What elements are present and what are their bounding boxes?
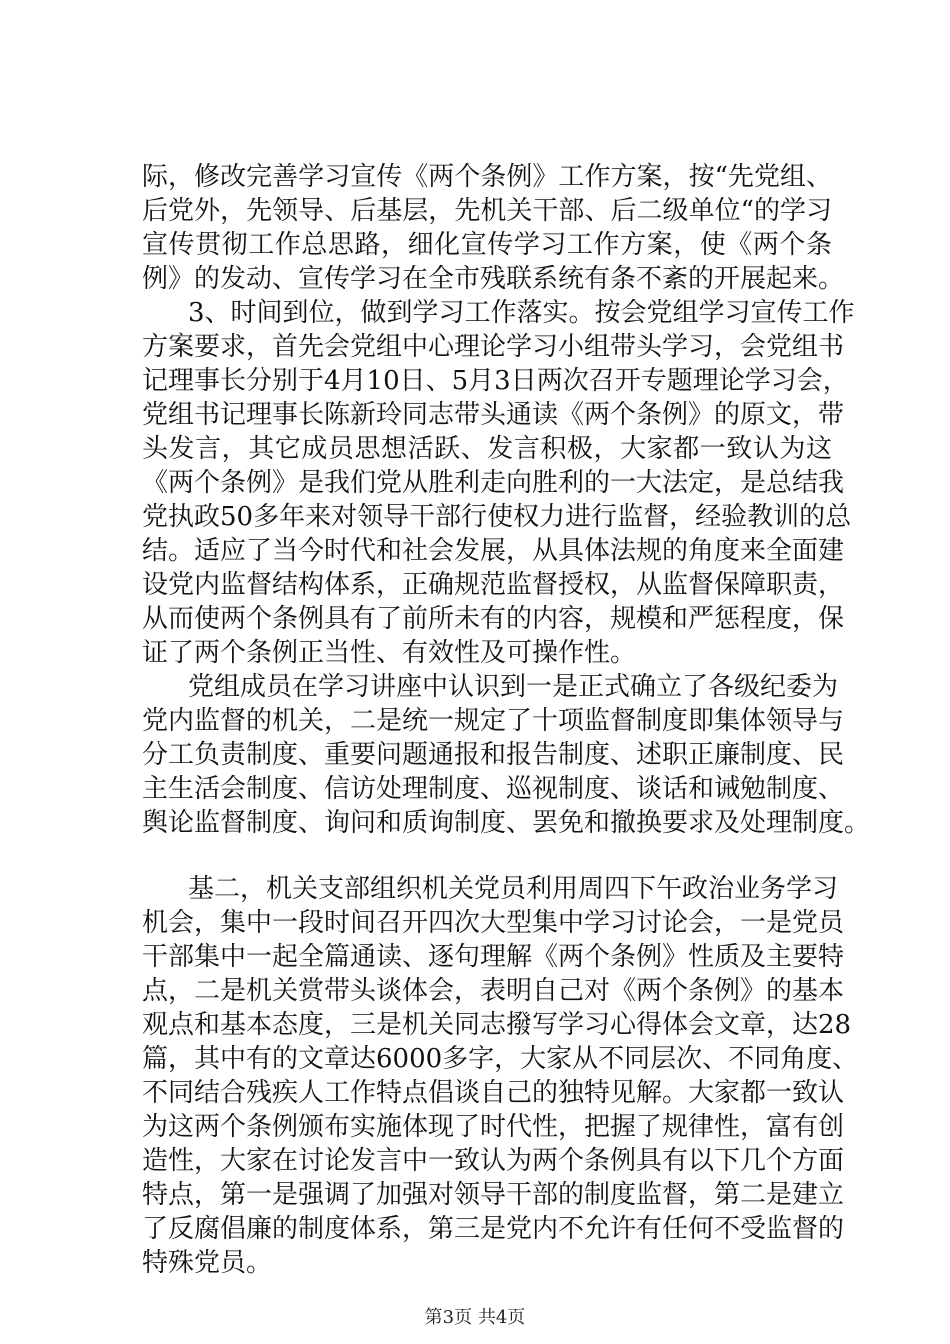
paragraph-first-line: 基二，机关支部组织机关党员利用周四下午政治业务学习 bbox=[188, 874, 839, 904]
text-line: 了反腐倡廉的制度体系，第三是党内不允许有任何不受监督的 bbox=[142, 1214, 845, 1244]
text-line: 记理事长分别于4月10日、5月3日两次召开专题理论学习会， bbox=[142, 366, 849, 396]
text-line: 头发言，其它成员思想活跃、发言积极，大家都一致认为这 bbox=[142, 434, 832, 464]
text-line: 特殊党员。 bbox=[142, 1248, 273, 1278]
text-line: 设党内监督结构体系，正确规范监督授权，从监督保障职责， bbox=[142, 570, 845, 600]
text-line: 《两个条例》是我们党从胜利走向胜利的一大法定，是总结我 bbox=[142, 468, 845, 498]
text-line: 舆论监督制度、询问和质询制度、罢免和撤换要求及处理制度。 bbox=[142, 808, 871, 838]
text-line: 为这两个条例颁布实施体现了时代性，把握了规律性，富有创 bbox=[142, 1112, 845, 1142]
text-line: 主生活会制度、信访处理制度、巡视制度、谈话和诫勉制度、 bbox=[142, 774, 845, 804]
text-line: 不同结合残疾人工作特点倡谈自己的独特见解。大家都一致认 bbox=[142, 1078, 845, 1108]
text-line: 证了两个条例正当性、有效性及可操作性。 bbox=[142, 638, 637, 668]
text-line: 篇，其中有的文章达6000多字，大家从不同层次、不同角度、 bbox=[142, 1044, 859, 1074]
text-line: 结。适应了当今时代和社会发展，从具体法规的角度来全面建 bbox=[142, 536, 845, 566]
text-line: 际，修改完善学习宣传《两个条例》工作方案，按“先党组、 bbox=[142, 162, 832, 192]
text-line: 方案要求，首先会党组中心理论学习小组带头学习，会党组书 bbox=[142, 332, 845, 362]
paragraph-first-line: 党组成员在学习讲座中认识到一是正式确立了各级纪委为 bbox=[188, 672, 839, 702]
text-line: 党组书记理事长陈新玲同志带头通读《两个条例》的原文，带 bbox=[142, 400, 845, 430]
page-number-footer: 第3页 共4页 bbox=[424, 1307, 526, 1328]
text-line: 造性，大家在讨论发言中一致认为两个条例具有以下几个方面 bbox=[142, 1146, 845, 1176]
paragraph-first-line: 3、时间到位，做到学习工作落实。按会党组学习宣传工作 bbox=[188, 298, 855, 328]
text-line: 从而使两个条例具有了前所未有的内容，规模和严惩程度，保 bbox=[142, 604, 845, 634]
text-line: 观点和基本态度，三是机关同志撥写学习心得体会文章，达28 bbox=[142, 1010, 852, 1040]
text-line: 特点，第一是强调了加强对领导干部的制度监督，第二是建立 bbox=[142, 1180, 845, 1210]
text-line: 分工负责制度、重要问题通报和报告制度、述职正廉制度、民 bbox=[142, 740, 845, 770]
text-line: 党内监督的机关，二是统一规定了十项监督制度即集体领导与 bbox=[142, 706, 845, 736]
text-line: 例》的发动、宣传学习在全市残联系统有条不紊的开展起来。 bbox=[142, 264, 845, 294]
text-line: 干部集中一起全篇通读、逐句理解《两个条例》性质及主要特 bbox=[142, 942, 845, 972]
text-line: 宣传贯彻工作总思路，细化宣传学习工作方案，使《两个条 bbox=[142, 230, 832, 260]
text-line: 点，二是机关赏带头谈体会，表明自己对《两个条例》的基本 bbox=[142, 976, 845, 1006]
text-line: 后党外，先领导、后基层，先机关干部、后二级单位“的学习 bbox=[142, 196, 832, 226]
text-line: 机会，集中一段时间召开四次大型集中学习讨论会，一是党员 bbox=[142, 908, 845, 938]
text-line: 党执政50多年来对领导干部行使权力进行监督，经验教训的总 bbox=[142, 502, 852, 532]
